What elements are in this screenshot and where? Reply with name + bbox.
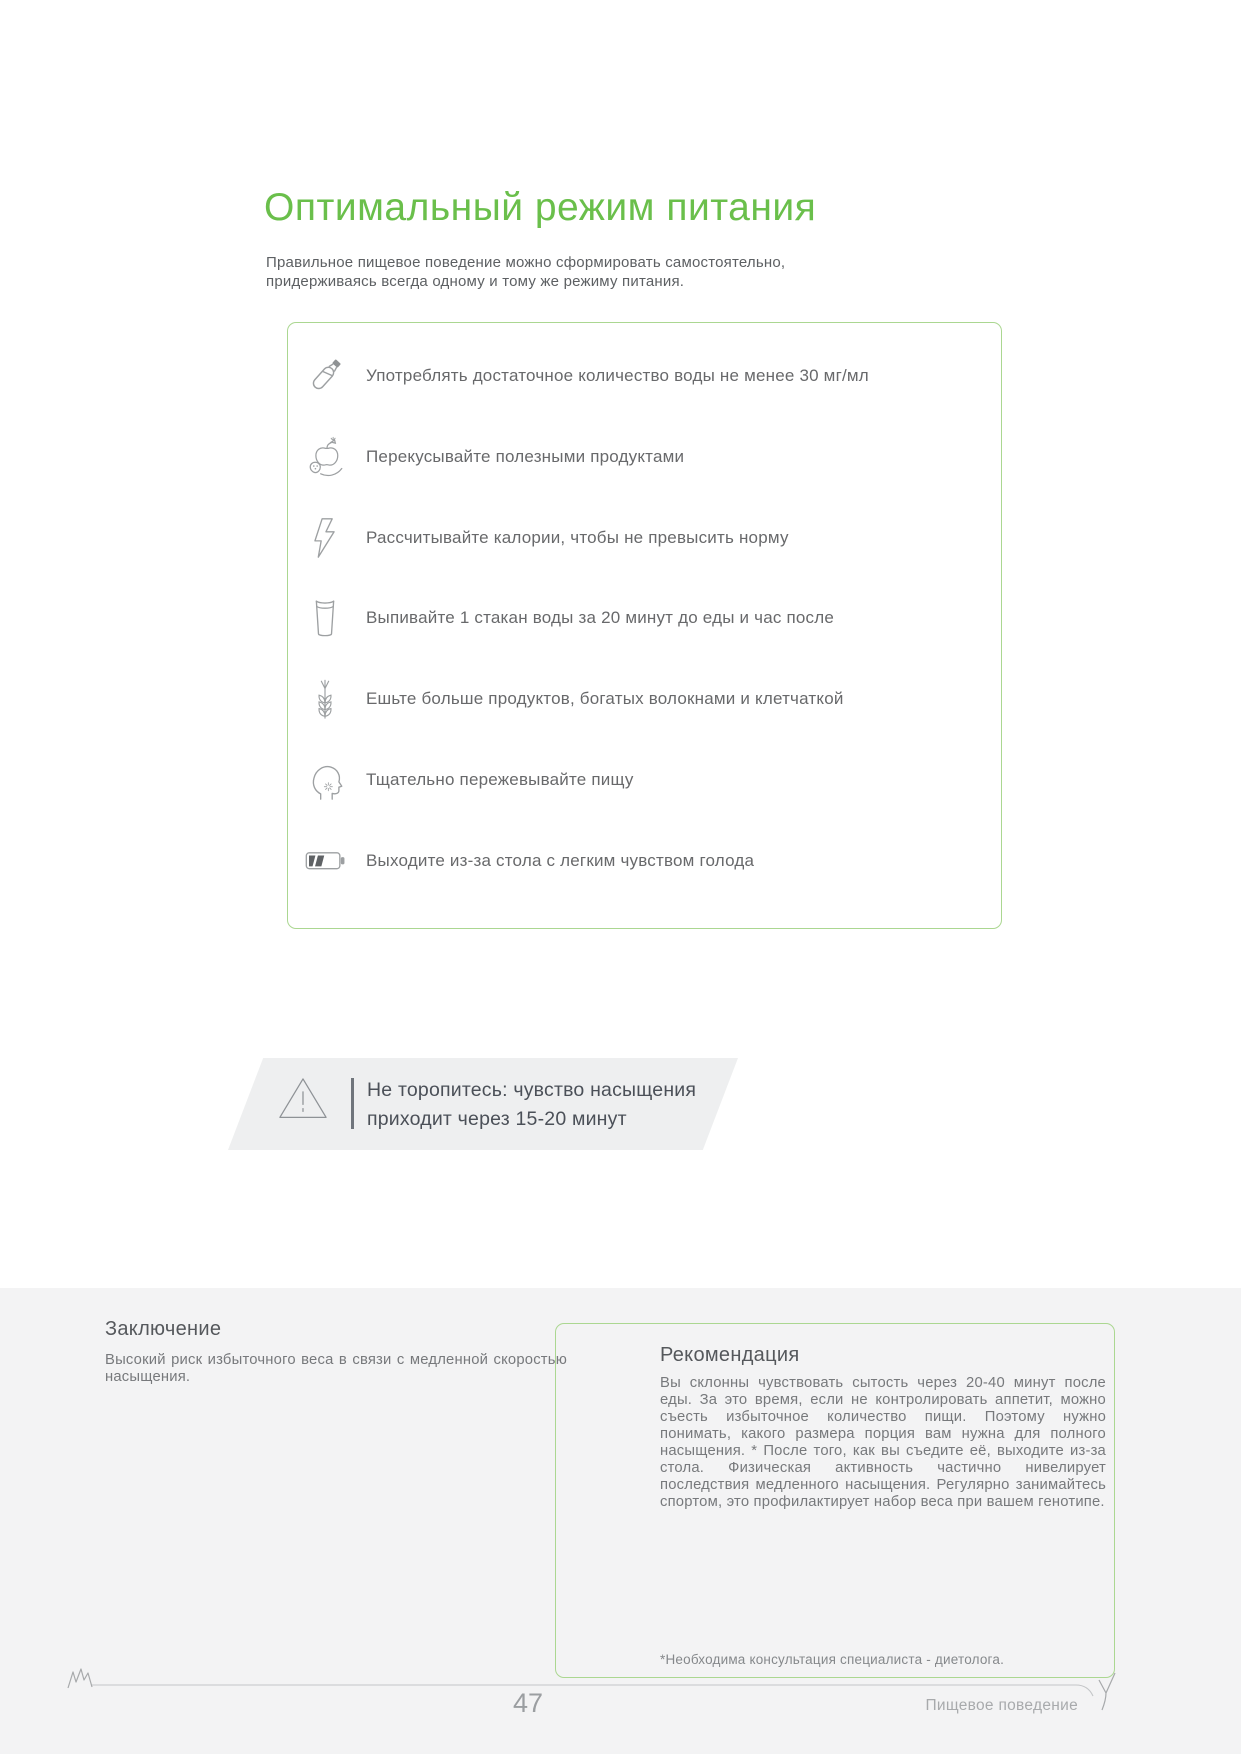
tip-text: Употреблять достаточное количество воды не менее 30 мг/мл [366, 366, 869, 385]
tip-text: Перекусывайте полезными продуктами [366, 446, 685, 466]
tip-row [302, 838, 977, 884]
recommendation-content [660, 1344, 1106, 1511]
page-subtitle-line2: придерживаясь всегда одному и тому же режиму питания. [266, 273, 685, 290]
conclusion-body: Высокий риск избыточного веса в связи с медленной скоростью насыщения. [105, 1352, 567, 1385]
conclusion-section [105, 1318, 567, 1386]
wheat-icon [302, 676, 348, 722]
page-subtitle [266, 253, 785, 291]
page-number: 47 [512, 1688, 544, 1718]
footer-right-squiggle [1099, 1673, 1115, 1710]
page-title: Оптимальный режим питания [264, 186, 817, 229]
tip-text: Тщательно пережевывайте пищу [366, 770, 634, 790]
tip-text: Выходите из-за стола с легким чувством голода [366, 850, 755, 870]
tip-row [302, 676, 977, 722]
warning-text-line2: приходит через 15-20 минут [367, 1108, 627, 1130]
tip-text: Рассчитывайте калории, чтобы не превысить норму [366, 527, 789, 547]
warning-text-line1: Не торопитесь: чувство насыщения [367, 1079, 697, 1101]
tip-text: Выпивайте 1 стакан воды за 20 минут до еды и час после [366, 608, 835, 628]
footer-left-squiggle [68, 1669, 92, 1688]
chewing-head-icon [302, 757, 348, 803]
recommendation-body: Вы склонны чувствовать сытость через 20-40 минут после еды. За это время, если не контролировать аппетит, можно съесть избыточное количество пищи. Поэтому нужно понимать, какого размера порция вам нужна для полного насыщения. * После того, как вы съедите её, выходите из-за стола. Физическая активность частично нивелирует последствия медленного насыщения. Регулярно занимайтесь спортом, это профилактирует набор веса при вашем генотипе. [660, 1375, 1106, 1510]
footer-section-label: Пищевое поведение [925, 1697, 1078, 1714]
warning-text [367, 1076, 696, 1134]
battery-icon [302, 838, 348, 884]
page-subtitle-line1: Правильное пищевое поведение можно сформировать самостоятельно, [266, 254, 786, 271]
conclusion-heading: Заключение [105, 1318, 222, 1340]
recommendation-heading: Рекомендация [660, 1344, 800, 1366]
warning-divider [351, 1078, 354, 1129]
footer-rule [92, 1685, 1093, 1696]
tips-box [287, 322, 1002, 929]
recommendation-footnote: *Необходима консультация специалиста - диетолога. [660, 1652, 1005, 1667]
water-glass-icon [302, 595, 348, 641]
lightning-icon [302, 515, 348, 561]
tip-text: Ешьте больше продуктов, богатых волокнами и клетчаткой [366, 689, 844, 709]
tip-row [302, 353, 977, 399]
warning-triangle-icon [278, 1076, 328, 1124]
tip-row [302, 757, 977, 803]
fruits-icon [302, 434, 348, 480]
water-bottle-icon [302, 353, 348, 399]
tip-row [302, 434, 977, 480]
tip-row [302, 515, 977, 561]
tip-row [302, 595, 977, 641]
recommendation-box [555, 1323, 1115, 1678]
